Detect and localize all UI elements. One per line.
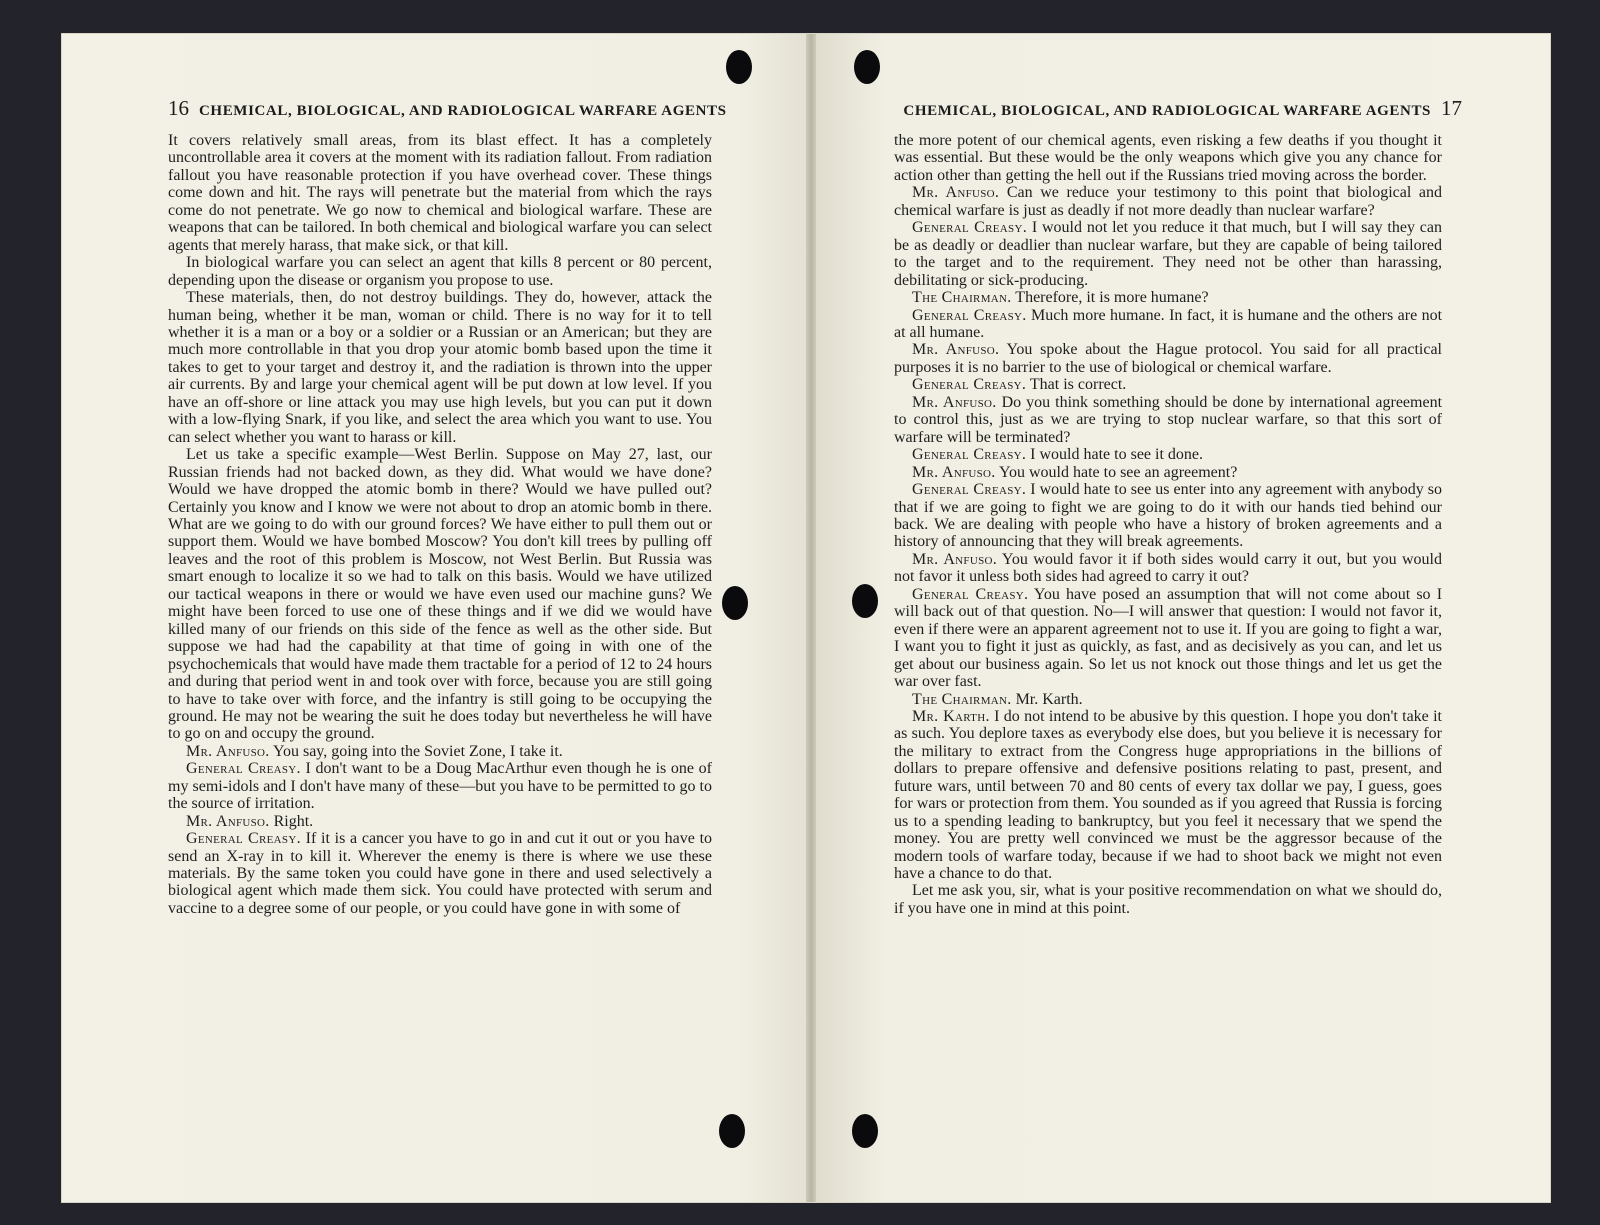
paragraph: Mr. Anfuso. Can we reduce your testimony to this point that biological and chemical warfare is just as deadly if not more deadly than nuclear warfare? [894,184,1443,219]
book-gutter [806,34,816,1202]
paragraph: Mr. Karth. I do not intend to be abusive by this question. I hope you don't take it as such. You deplore taxes as everybody else does, but you believe it is necessary for the military to extract from the Congress huge appropriations in the billions of dollars to prepare offensive and defensive positions relating to past, present, and future wars, until between 70 and 80 cents of every tax dollar we pay, I guess, goes for wars or protection from them. You sounded as if you agreed that Russia is forcing us to a spending leading to bankruptcy, but you feel it necessary that we spend the money. You are pretty well convinced we must be the aggressor because of the modern tools of warfare today, because if we had to shoot back we might not even have a chance to do that. [894,707,1443,883]
speaker-name: Mr. Anfuso. [912,463,996,481]
binder-hole [852,584,878,618]
paragraph: Mr. Anfuso. You spoke about the Hague protocol. You said for all practical purposes it is no barrier to the use of biological or chemical warfare. [894,341,1442,376]
speaker-name: General Creasy. [186,830,301,848]
paragraph: Mr. Anfuso. Right. [186,812,314,830]
paragraph: the more potent of our chemical agents, even risking a few deaths if you thought it was essential. But these would be the only weapons which give you any chance for action other than getting the hell out if the Russians tried moving across the border. [894,132,1442,184]
speaker-name: General Creasy. [912,376,1027,394]
speaker-name: Mr. Anfuso. [186,812,270,830]
paragraph: Let me ask you, sir, what is your positive recommendation on what we should do, if you have one in mind at this point. [894,882,1442,917]
speaker-name: Mr. Anfuso. [912,184,1000,202]
paragraph: The Chairman. Mr. Karth. [912,690,1083,708]
paragraph: General Creasy. I would not let you reduce it that much, but I will say they can be as deadly or deadlier than nuclear warfare, but they are capable of being tailored to the target and to the requirement. They need not be other than harassing, debilitating or sick-producing. [894,219,1442,289]
book-spread [62,34,1550,1202]
running-title: CHEMICAL, BIOLOGICAL, AND RADIOLOGICAL WARFARE AGENTS [199,103,727,119]
binder-hole [854,50,880,84]
paragraph: General Creasy. If it is a cancer you have to go in and cut it out or you have to send an X-ray in to kill it. Wherever the enemy is there is where we use these materials. By the same token you could have gone in there and used selectively a biological agent which made them sick. You could have protected with serum and vaccine to a degree some of our people, or you could have gone in with some of [168,830,713,917]
speaker-name: Mr. Anfuso. [912,550,998,568]
binder-hole [722,586,748,620]
speaker-name: General Creasy. [912,446,1027,464]
paragraph: Mr. Anfuso. You would hate to see an agreement? [912,463,1238,481]
speaker-name: General Creasy. [912,481,1027,499]
left-page [62,34,814,1202]
speaker-name: The Chairman. [912,289,1012,307]
left-page-body [168,132,712,917]
speaker-name: General Creasy. [912,219,1027,237]
paragraph: General Creasy. You have posed an assumption that will not come about so I will back out of that question. No—I will answer that question: I would not favor it, even if there were an apparent agreement not to use it. If you are going to fight a war, I want you to fight it just as quickly, as fast, and as decisively as you can, and let us get about our business again. So let us not knock out those things and let us get the war over fast. [894,585,1443,691]
running-title: CHEMICAL, BIOLOGICAL, AND RADIOLOGICAL WARFARE AGENTS [903,103,1431,119]
speaker-name: General Creasy. [186,760,301,778]
speaker-name: Mr. Anfuso. [912,341,1000,359]
speaker-name: Mr. Karth. [912,707,990,725]
speaker-name: Mr. Anfuso. [186,742,270,760]
paragraph: Let us take a specific example—West Berlin. Suppose on May 27, last, our Russian friends had not backed down, as they did. What would we have done? Would we have dropped the atomic bomb in there? Would we have pulled out? Certainly you know and I know we were not about to drop an atomic bomb in there. What are we going to do with our ground forces? We have either to pull them out or support them. Would we have bombed Moscow? You don't kill trees by pulling off leaves and the root of this problem is Moscow, not West Berlin. But Russia was smart enough to localize it so we had to talk on this basis. Would we have utilized our tactical weapons in there or would we have even used our machine guns? We might have been forced to use one of these things and if we did we would have killed many of our friends on this side of the fence as well as the other side. But suppose we had had the capability at that time of going in with one of the psychochemicals that would have made them tractable for a period of 12 to 24 hours and during that period went in and took over with force, because you are still going to have to take over with force, and the infantry is still going to be occupying the ground. He may not be wearing the suit he does today but nevertheless he will have to go on and occupy the ground. [168,446,712,743]
speaker-name: The Chairman. [912,690,1012,708]
speaker-name: General Creasy. [912,306,1027,324]
left-page-header [168,96,727,121]
page-number: 16 [168,96,189,120]
paragraph: General Creasy. That is correct. [912,376,1127,394]
speaker-name: General Creasy. [912,585,1029,603]
paragraph: General Creasy. I don't want to be a Doug MacArthur even though he is one of my semi-idols and I don't have many of these—but you have to be permitted to go to the source of irritation. [168,760,713,813]
paragraph: Mr. Anfuso. You would favor it if both sides would carry it out, but you would not favor it unless both sides had agreed to carry it out? [894,550,1442,586]
paragraph: In biological warfare you can select an agent that kills 8 percent or 80 percent, depending upon the disease or organism you propose to use. [168,254,712,289]
paragraph: The Chairman. Therefore, it is more humane? [912,289,1209,307]
right-page [810,34,1550,1202]
paragraph: Mr. Anfuso. You say, going into the Soviet Zone, I take it. [186,742,563,760]
paragraph: General Creasy. I would hate to see us enter into any agreement with anybody so that if we are going to fight we are going to do it with our hands tied behind our back. We are dealing with people who have a history of broken agreements and a history of announcing that they will break agreements. [894,481,1443,551]
binder-hole [852,1114,878,1148]
page-number: 17 [1441,96,1462,120]
paragraph: These materials, then, do not destroy buildings. They do, however, attack the human being, whether it be man, woman or child. There is no way for it to tell whether it is a man or a boy or a soldier or a Russian or an American; but they are much more controllable in that you drop your atomic bomb based upon the time it takes to get to your target and destroy it, and the radiation is thrown into the upper air currents. By and large your chemical agent will be put down at low level. If you have an off-shore or line attack you may use high levels, but you can put it down with a low-flying Snark, if you like, and select the area which you want to use. You can select whether you want to harass or kill. [168,289,712,446]
right-page-header [903,96,1462,121]
paragraph: General Creasy. Much more humane. In fact, it is humane and the others are not at all humane. [894,306,1443,341]
paragraph: General Creasy. I would hate to see it done. [912,446,1204,464]
right-page-body [894,132,1442,917]
binder-hole [726,50,752,84]
speaker-name: Mr. Anfuso. [912,393,997,411]
paragraph: Mr. Anfuso. Do you think something should be done by international agreement to control this, just as we are trying to stop nuclear warfare, so that this sort of warfare will be terminated? [894,393,1443,446]
binder-hole [719,1114,745,1148]
paragraph: It covers relatively small areas, from its blast effect. It has a completely uncontrollable area it covers at the moment with its radiation fallout. From radiation fallout you have reasonable protection if you have overhead cover. These things come down and hit. The rays will penetrate but the material from which the rays come do not penetrate. We go now to chemical and biological warfare. These are weapons that can be tailored. In both chemical and biological warfare you can select agents that merely harass, that make sick, or that kill. [168,132,712,254]
